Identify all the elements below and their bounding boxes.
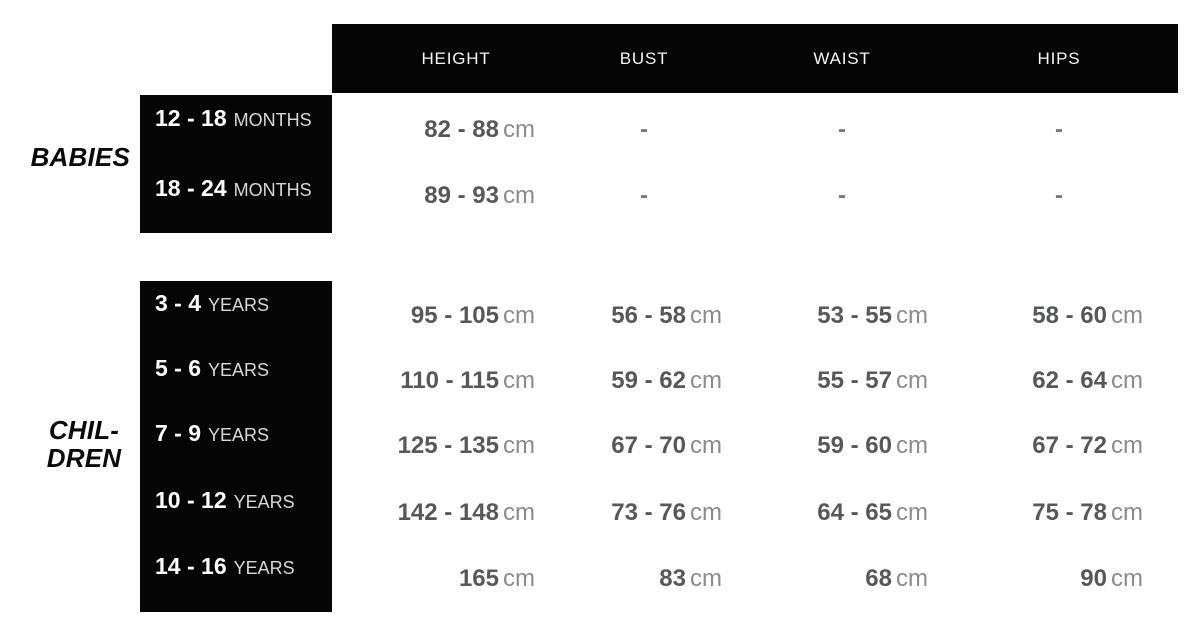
- group-label-children-line1: CHIL-: [48, 415, 120, 445]
- age-unit: YEARS: [208, 360, 270, 380]
- value-unit: cm: [503, 182, 535, 209]
- value-unit: cm: [1111, 432, 1143, 459]
- group-label-children-line2: DREN: [46, 443, 122, 473]
- age-row-children-1: [155, 289, 269, 317]
- age-row-children-5: [155, 552, 295, 580]
- value-hips: [943, 431, 1143, 461]
- value-waist: [728, 498, 928, 528]
- age-row-children-3: [155, 419, 269, 447]
- value-number: 53 - 55: [817, 302, 892, 329]
- value-bust: [522, 564, 722, 594]
- value-number: 68: [865, 565, 892, 592]
- value-number: 56 - 58: [611, 302, 686, 329]
- value-height: [305, 366, 535, 396]
- value-waist-empty: -: [838, 116, 846, 143]
- group-label-babies: BABIES: [30, 142, 130, 172]
- value-unit: cm: [503, 565, 535, 592]
- value-number: 59 - 62: [611, 367, 686, 394]
- value-unit: cm: [896, 499, 928, 526]
- value-number: 75 - 78: [1032, 499, 1107, 526]
- age-row-babies-2: [155, 174, 312, 202]
- value-unit: cm: [1111, 565, 1143, 592]
- value-number: 55 - 57: [817, 367, 892, 394]
- value-unit: cm: [690, 367, 722, 394]
- value-unit: cm: [503, 367, 535, 394]
- value-number: 59 - 60: [817, 432, 892, 459]
- value-number: 165: [458, 565, 499, 592]
- age-unit: MONTHS: [233, 110, 312, 130]
- age-row-children-4: [155, 486, 295, 514]
- value-waist: [728, 431, 928, 461]
- value-unit: cm: [896, 432, 928, 459]
- value-unit: cm: [690, 432, 722, 459]
- value-height: [305, 181, 535, 211]
- value-hips: [943, 498, 1143, 528]
- value-unit: cm: [1111, 302, 1143, 329]
- value-hips: [943, 366, 1143, 396]
- value-waist: [728, 564, 928, 594]
- value-number: 90: [1080, 565, 1107, 592]
- value-number: 62 - 64: [1032, 367, 1107, 394]
- value-hips: [943, 301, 1143, 331]
- value-unit: cm: [503, 116, 535, 143]
- age-range: 12 - 18: [155, 105, 227, 131]
- age-row-children-2: [155, 354, 269, 382]
- value-waist: [728, 301, 928, 331]
- value-unit: cm: [896, 565, 928, 592]
- value-unit: cm: [896, 302, 928, 329]
- column-header-bust: BUST: [619, 48, 669, 68]
- value-number: 67 - 70: [611, 432, 686, 459]
- value-number: 89 - 93: [424, 182, 499, 209]
- value-number: 64 - 65: [817, 499, 892, 526]
- value-unit: cm: [690, 499, 722, 526]
- value-height: [305, 301, 535, 331]
- value-unit: cm: [503, 499, 535, 526]
- value-number: 125 - 135: [397, 432, 499, 459]
- age-unit: YEARS: [233, 558, 295, 578]
- value-unit: cm: [503, 432, 535, 459]
- value-waist-empty: -: [838, 182, 846, 209]
- value-unit: cm: [690, 565, 722, 592]
- age-range: 7 - 9: [155, 420, 202, 446]
- value-bust: [522, 431, 722, 461]
- age-unit: MONTHS: [233, 180, 312, 200]
- age-range: 3 - 4: [155, 290, 202, 316]
- value-hips-empty: -: [1055, 116, 1063, 143]
- value-bust: [522, 301, 722, 331]
- value-number: 142 - 148: [397, 499, 499, 526]
- value-waist: [728, 366, 928, 396]
- value-height: [305, 115, 535, 145]
- age-row-babies-1: [155, 104, 312, 132]
- value-number: 73 - 76: [611, 499, 686, 526]
- value-bust-empty: -: [640, 116, 648, 143]
- column-header-hips: HIPS: [1037, 48, 1081, 68]
- group-label-children: [20, 416, 148, 472]
- age-unit: YEARS: [208, 425, 270, 445]
- value-unit: cm: [1111, 499, 1143, 526]
- table-header-bar: [332, 24, 1178, 93]
- value-unit: cm: [896, 367, 928, 394]
- column-header-height: HEIGHT: [421, 48, 491, 68]
- value-hips-empty: -: [1055, 182, 1063, 209]
- value-unit: cm: [503, 302, 535, 329]
- age-unit: YEARS: [233, 492, 295, 512]
- column-header-waist: WAIST: [813, 48, 871, 68]
- value-height: [305, 498, 535, 528]
- value-height: [305, 564, 535, 594]
- age-range: 10 - 12: [155, 487, 227, 513]
- value-unit: cm: [690, 302, 722, 329]
- value-bust-empty: -: [640, 182, 648, 209]
- value-number: 67 - 72: [1032, 432, 1107, 459]
- value-number: 83: [659, 565, 686, 592]
- age-unit: YEARS: [208, 295, 270, 315]
- value-unit: cm: [1111, 367, 1143, 394]
- value-hips: [943, 564, 1143, 594]
- age-range: 5 - 6: [155, 355, 202, 381]
- age-range: 14 - 16: [155, 553, 227, 579]
- value-height: [305, 431, 535, 461]
- age-range: 18 - 24: [155, 175, 227, 201]
- value-bust: [522, 366, 722, 396]
- value-number: 82 - 88: [424, 116, 499, 143]
- value-bust: [522, 498, 722, 528]
- value-number: 95 - 105: [410, 302, 499, 329]
- value-number: 110 - 115: [400, 367, 499, 394]
- value-number: 58 - 60: [1032, 302, 1107, 329]
